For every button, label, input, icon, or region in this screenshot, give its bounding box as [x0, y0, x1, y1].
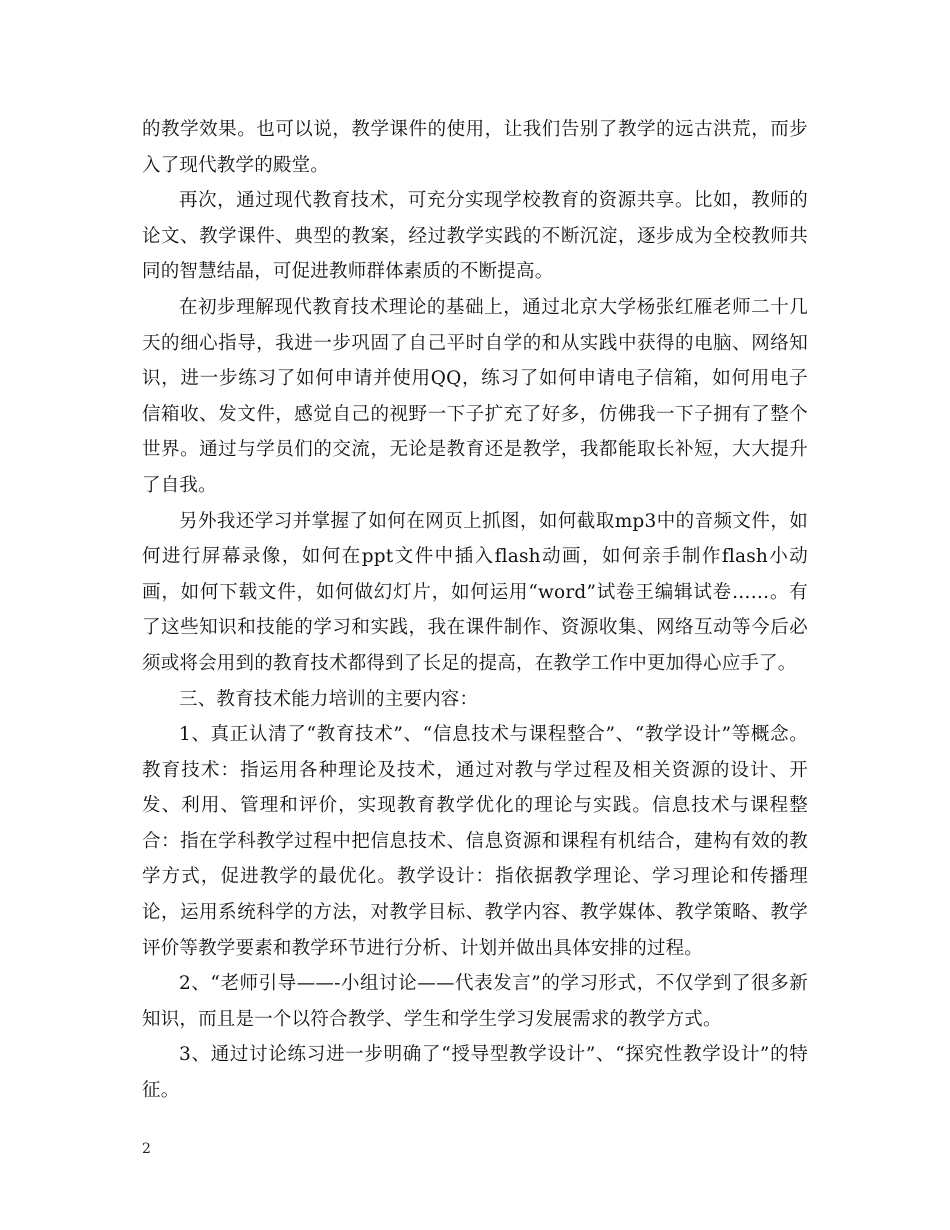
- document-body: [142, 112, 808, 1109]
- list-item-concepts: 1、真正认清了“教育技术”、“信息技术与课程整合”、“教学设计”等概念。教育技术：指运用各种理论及技术，通过对教与学过程及相关资源的设计、开发、利用、管理和评价，实现教育教学优化的理论与实践。信息技术与课程整合：指在学科教学过程中把信息技术、信息资源和课程有机结合，建构有效的教学方式，促进教学的最优化。教学设计：指依据教学理论、学习理论和传播理论，运用系统科学的方法，对教学目标、教学内容、教学媒体、教学策略、教学评价等教学要素和教学环节进行分析、计划并做出具体安排的过程。: [142, 724, 808, 959]
- paragraph-skills-learned: 另外我还学习并掌握了如何在网页上抓图，如何截取mp3中的音频文件，如何进行屏幕录像，如何在ppt文件中插入flash动画，如何亲手制作flash小动画，如何下载文件，如何做幻灯片，如何运用“word”试卷王编辑试卷……。有了这些知识和技能的学习和实践，我在课件制作、资源收集、网络互动等今后必须或将会用到的教育技术都得到了长足的提高，在教学工作中更加得心应手了。: [142, 510, 808, 674]
- list-item-design-features: 3、通过讨论练习进一步明确了“授导型教学设计”、“探究性教学设计”的特征。: [142, 1044, 808, 1102]
- list-item-learning-format: 2、“老师引导——-小组讨论——代表发言”的学习形式，不仅学到了很多新知识，而且是一个以符合教学、学生和学生学习发展需求的教学方式。: [142, 973, 808, 1030]
- section-heading-training-content: 三、教育技术能力培训的主要内容：: [179, 688, 479, 710]
- paragraph-training-guidance: 在初步理解现代教育技术理论的基础上，通过北京大学杨张红雁老师二十几天的细心指导，我进一步巩固了自己平时自学的和从实践中获得的电脑、网络知识，进一步练习了如何申请并使用QQ，练习了如何申请电子信箱，如何用电子信箱收、发文件，感觉自己的视野一下子扩充了好多，仿佛我一下子拥有了整个世界。通过与学员们的交流，无论是教育还是教学，我都能取长补短，大大提升了自我。: [142, 296, 808, 496]
- page-number: 2: [142, 1141, 151, 1157]
- paragraph-continuation: 的教学效果。也可以说，教学课件的使用，让我们告别了教学的远古洪荒，而步入了现代教学的殿堂。: [142, 119, 808, 176]
- paragraph-resource-sharing: 再次，通过现代教育技术，可充分实现学校教育的资源共享。比如，教师的论文、教学课件、典型的教案，经过教学实践的不断沉淀，逐步成为全校教师共同的智慧结晶，可促进教师群体素质的不断提高。: [142, 190, 808, 283]
